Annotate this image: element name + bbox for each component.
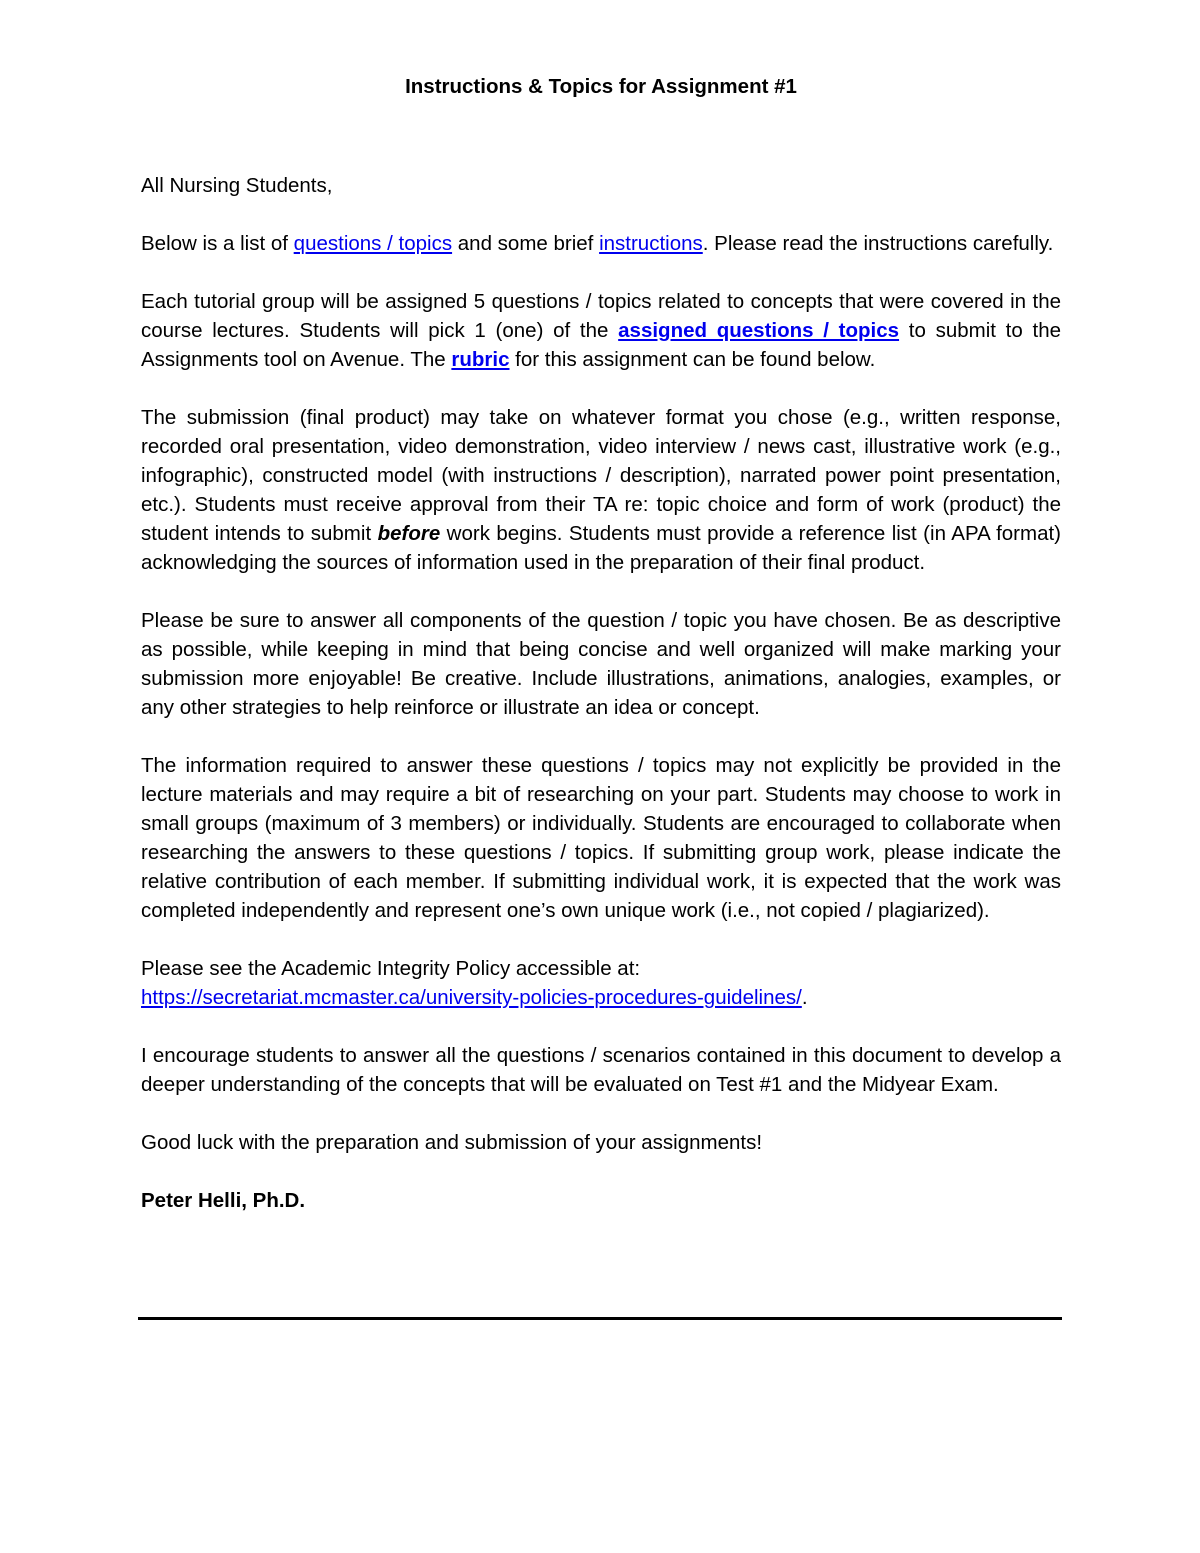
integrity-text-after: . bbox=[801, 986, 808, 1009]
signature-divider bbox=[138, 1317, 1062, 1320]
answer-guidance-paragraph: Please be sure to answer all components of the question / topic you have chosen. Be as descriptive as possible, while keeping in mind that being concise and well organized will make marking your submission more enjoyable! Be creative. Include illustrations, animations, analogies, examples, or any other strategies to help reinforce or illustrate an idea or concept. bbox=[141, 609, 1061, 719]
intro-paragraph bbox=[141, 229, 1061, 258]
submission-text-after: work begins. Students must provide a reference list (in APA format) acknowledging the sources of information used in the preparation of their final product. bbox=[141, 522, 1061, 574]
questions-topics-link[interactable]: questions / topics bbox=[293, 232, 453, 255]
greeting: All Nursing Students, bbox=[141, 174, 333, 197]
good-luck-paragraph: Good luck with the preparation and submission of your assignments! bbox=[141, 1131, 763, 1154]
document-page bbox=[141, 72, 1061, 1215]
instructions-link[interactable]: instructions bbox=[599, 232, 703, 255]
encourage-paragraph: I encourage students to answer all the questions / scenarios contained in this document to develop a deeper understanding of the concepts that will be evaluated on Test #1 and the Midyear Exam. bbox=[141, 1044, 1061, 1096]
integrity-paragraph bbox=[141, 954, 1061, 1012]
document-title: Instructions & Topics for Assignment #1 bbox=[405, 75, 797, 98]
intro-text-after: . Please read the instructions carefully. bbox=[702, 232, 1054, 255]
intro-text-mid: and some brief bbox=[452, 232, 600, 255]
assignment-paragraph bbox=[141, 287, 1061, 374]
submission-paragraph bbox=[141, 403, 1061, 577]
submission-text-before: The submission (final product) may take on whatever format you chose (e.g., written response, recorded oral presentation, video demonstration, video interview / news cast, illustrative work (e.g., infographic), constructed model (with instructions / description), narrated power point presentation, etc.). Students must receive approval from their TA re: topic choice and form of work (product) the student intends to submit bbox=[141, 406, 1061, 545]
assignment-text-mid: to submit to the Assignments tool on Avenue. The bbox=[141, 319, 1061, 371]
signature: Peter Helli, Ph.D. bbox=[141, 1189, 306, 1212]
integrity-policy-link[interactable]: https://secretariat.mcmaster.ca/university-policies-procedures-guidelines/ bbox=[141, 986, 802, 1009]
assignment-text-after: for this assignment can be found below. bbox=[509, 348, 876, 371]
assigned-questions-link[interactable]: assigned questions / topics bbox=[618, 319, 900, 342]
assignment-text-before: Each tutorial group will be assigned 5 questions / topics related to concepts that were covered in the course lectures. Students will pick 1 (one) of the bbox=[141, 290, 1061, 342]
rubric-link[interactable]: rubric bbox=[451, 348, 510, 371]
integrity-text: Please see the Academic Integrity Policy accessible at: bbox=[141, 957, 641, 980]
research-paragraph: The information required to answer these questions / topics may not explicitly be provided in the lecture materials and may require a bit of researching on your part. Students may choose to work in small groups (maximum of 3 members) or individually. Students are encouraged to collaborate when researching the answers to these questions / topics. If submitting group work, please indicate the relative contribution of each member. If submitting individual work, it is expected that the work was completed independently and represent one’s own unique work (i.e., not copied / plagiarized). bbox=[141, 754, 1061, 922]
before-emphasis: before bbox=[377, 522, 441, 545]
intro-text-before: Below is a list of bbox=[141, 232, 294, 255]
